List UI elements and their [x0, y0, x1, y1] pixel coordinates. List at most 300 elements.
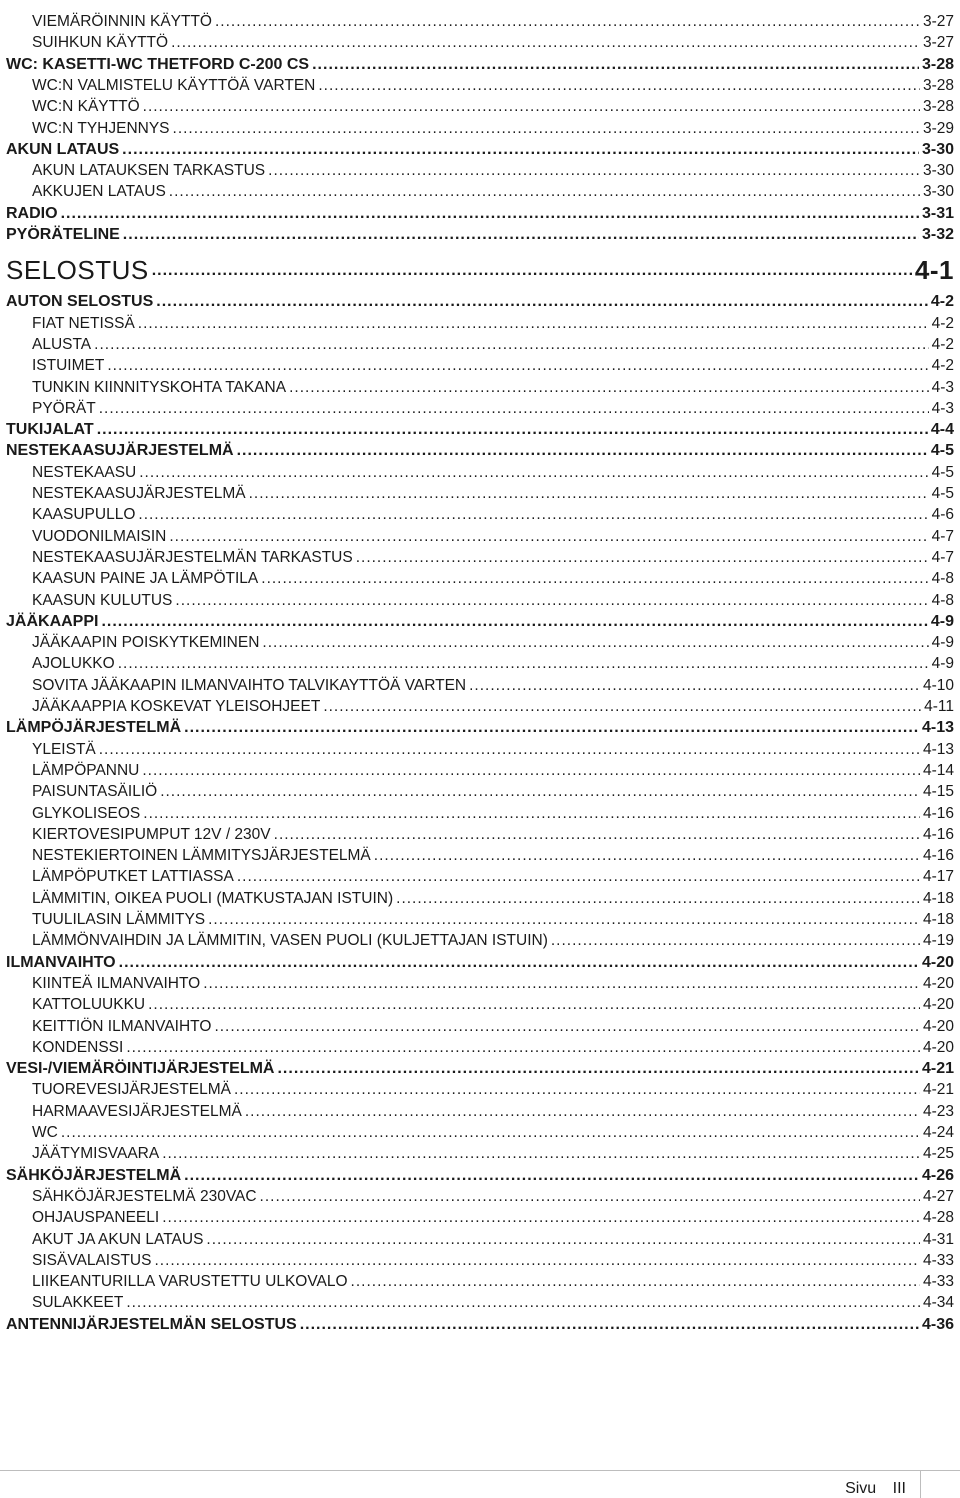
toc-entry-label: LÄMMITIN, OIKEA PUOLI (MATKUSTAJAN ISTUIN)	[32, 889, 394, 907]
toc-entry[interactable]	[32, 652, 954, 673]
dot-leader	[237, 442, 928, 460]
toc-row	[0, 503, 960, 524]
toc-entry-label: SÄHKÖJÄRJESTELMÄ 230VAC	[32, 1187, 257, 1205]
toc-entry-page: 4-11	[924, 698, 954, 715]
toc-entry[interactable]	[32, 503, 954, 524]
toc-row	[0, 53, 960, 74]
toc-entry-label: YLEISTÄ	[32, 740, 96, 758]
toc-entry-label: RADIO	[6, 204, 58, 222]
toc-entry-label: KEITTIÖN ILMANVAIHTO	[32, 1017, 212, 1035]
footer-label: Sivu	[845, 1480, 877, 1497]
dot-leader	[169, 528, 928, 546]
toc-row	[0, 397, 960, 418]
toc-entry-page: 4-33	[922, 1273, 954, 1291]
toc-entry[interactable]	[32, 1142, 954, 1163]
toc-entry-page: 4-9	[931, 655, 954, 673]
toc-entry[interactable]	[32, 1036, 954, 1057]
toc-entry-page: 4-13	[922, 740, 954, 758]
dot-leader	[94, 336, 928, 354]
dot-leader	[206, 1231, 920, 1249]
toc-entry[interactable]	[32, 887, 954, 908]
toc-row	[0, 418, 960, 439]
toc-entry-label: JÄÄKAAPPI	[6, 612, 99, 630]
dot-leader	[208, 911, 920, 929]
toc-entry-label: AKKUJEN LATAUS	[32, 183, 166, 201]
toc-entry-page: 4-19	[922, 932, 954, 950]
toc-entry[interactable]	[32, 180, 954, 201]
toc-entry[interactable]	[32, 1100, 954, 1121]
toc-entry-label: PYÖRÄTELINE	[6, 226, 120, 243]
toc-entry-label: ALUSTA	[32, 335, 92, 353]
toc-entry[interactable]	[32, 376, 954, 397]
toc-entry-page: 3-30	[922, 183, 954, 201]
dot-leader	[396, 890, 920, 908]
toc-entry[interactable]	[32, 802, 954, 823]
toc-entry-page: 4-21	[921, 1060, 954, 1078]
toc-entry-page: 4-2	[930, 293, 954, 311]
dot-leader	[300, 1316, 919, 1334]
dot-leader	[215, 13, 920, 31]
toc-entry[interactable]	[32, 589, 954, 610]
toc-entry-label: AUTON SELOSTUS	[6, 293, 154, 311]
toc-entry-label: WC:N TYHJENNYS	[32, 119, 170, 137]
toc-row	[0, 461, 960, 482]
toc-entry-label: HARMAAVESIJÄRJESTELMÄ	[32, 1102, 242, 1120]
toc-entry-page: 4-26	[921, 1166, 954, 1184]
toc-entry-page: 4-20	[922, 1038, 954, 1056]
toc-entry[interactable]	[6, 610, 954, 631]
toc-entry-label: VIEMÄRÖINNIN KÄYTTÖ	[32, 13, 212, 30]
toc-entry-label: JÄÄTYMISVAARA	[32, 1145, 160, 1163]
toc-entry-label: TUULILASIN LÄMMITYS	[32, 911, 206, 928]
toc-entry[interactable]	[32, 780, 954, 801]
toc-entry[interactable]	[32, 865, 954, 886]
toc-row	[0, 254, 960, 286]
toc-row	[0, 482, 960, 503]
dot-leader	[143, 805, 920, 823]
toc-entry-label: LÄMPÖPANNU	[32, 761, 140, 779]
toc-entry-page: 4-25	[922, 1145, 954, 1163]
toc-row	[0, 1100, 960, 1121]
toc-entry-page: 4-2	[931, 335, 954, 353]
dot-leader	[356, 549, 929, 567]
dot-leader	[119, 954, 919, 972]
toc-row	[0, 929, 960, 950]
toc-entry-page: 4-34	[922, 1294, 954, 1312]
footer-page-number: III	[892, 1480, 906, 1497]
toc-entry-page: 3-28	[921, 55, 954, 73]
toc-entry[interactable]	[6, 716, 954, 737]
dot-leader	[289, 379, 929, 397]
dot-leader	[184, 719, 919, 737]
toc-row	[0, 610, 960, 631]
toc-entry-label: WC: KASETTI-WC THETFORD C-200 CS	[6, 55, 310, 73]
toc-row	[0, 844, 960, 865]
toc-entry-page: 4-20	[922, 1017, 954, 1035]
toc-entry-page: 4-21	[922, 1081, 954, 1099]
dot-leader	[101, 613, 927, 631]
toc-row	[0, 1185, 960, 1206]
toc-entry[interactable]	[32, 1078, 954, 1099]
toc-entry-page: 4-33	[922, 1251, 954, 1269]
toc-row	[0, 1078, 960, 1099]
toc-row	[0, 674, 960, 695]
dot-leader	[139, 464, 928, 482]
toc-entry[interactable]	[6, 138, 954, 159]
toc-entry-page: 4-2	[931, 357, 954, 375]
toc-entry[interactable]	[32, 117, 954, 138]
toc-entry-page: 4-6	[931, 506, 954, 524]
toc-entry[interactable]	[32, 1228, 954, 1249]
toc-entry[interactable]	[32, 738, 954, 759]
toc-entry-page: 4-36	[921, 1315, 954, 1333]
toc-entry[interactable]	[32, 333, 954, 354]
toc-entry[interactable]	[32, 1249, 954, 1270]
toc-row	[0, 716, 960, 737]
dot-leader	[118, 655, 929, 673]
toc-entry-page: 4-17	[922, 868, 954, 886]
toc-entry[interactable]	[32, 1121, 954, 1142]
toc-row	[0, 1036, 960, 1057]
toc-entry-label: SULAKKEET	[32, 1294, 124, 1312]
toc-row	[0, 138, 960, 159]
toc-entry[interactable]	[6, 223, 954, 244]
toc-entry-label: ANTENNIJÄRJESTELMÄN SELOSTUS	[6, 1315, 297, 1333]
toc-row	[0, 567, 960, 588]
toc-entry-label: KATTOLUUKKU	[32, 996, 146, 1014]
toc-entry-label: WC:N KÄYTTÖ	[32, 98, 140, 116]
toc-entry-label: PYÖRÄT	[32, 399, 96, 417]
toc-row	[0, 865, 960, 886]
toc-entry[interactable]	[32, 1206, 954, 1227]
toc-entry-label: LIIKEANTURILLA VARUSTETTU ULKOVALO	[32, 1273, 348, 1291]
toc-entry-label: VUODONILMAISIN	[32, 527, 167, 545]
toc-entry[interactable]	[32, 1291, 954, 1312]
toc-row	[0, 439, 960, 460]
toc-entry-page: 4-5	[931, 463, 954, 481]
toc-entry[interactable]	[32, 993, 954, 1014]
toc-entry[interactable]	[32, 525, 954, 546]
toc-entry-label: SELOSTUS	[6, 255, 149, 286]
toc-entry[interactable]	[6, 439, 954, 460]
toc-entry[interactable]	[32, 461, 954, 482]
dot-leader	[61, 205, 919, 223]
dot-leader	[249, 485, 929, 503]
toc-entry-label: FIAT NETISSÄ	[32, 314, 135, 332]
toc-entry-page: 3-27	[922, 34, 954, 52]
toc-entry-label: AKUN LATAUS	[6, 140, 120, 158]
toc-entry-page: 4-9	[931, 634, 954, 652]
toc-entry-label: TUOREVESIJÄRJESTELMÄ	[32, 1081, 231, 1099]
toc-row	[0, 1015, 960, 1036]
toc-entry-page: 3-30	[921, 140, 954, 158]
toc-entry-label: KAASUN PAINE JA LÄMPÖTILA	[32, 570, 259, 588]
toc-entry[interactable]	[32, 1270, 954, 1291]
toc-row	[0, 354, 960, 375]
dot-leader	[374, 847, 920, 865]
toc-entry-label: NESTEKIERTOINEN LÄMMITYSJÄRJESTELMÄ	[32, 847, 371, 865]
toc-entry[interactable]	[32, 397, 954, 418]
toc-entry-label: JÄÄKAAPIN POISKYTKEMINEN	[32, 634, 260, 652]
toc-row	[0, 802, 960, 823]
dot-leader	[143, 98, 920, 116]
toc-entry-label: NESTEKAASU	[32, 463, 137, 481]
toc-entry-page: 4-15	[922, 783, 954, 801]
toc-entry-label: TUKIJALAT	[6, 421, 94, 439]
toc-row	[0, 972, 960, 993]
toc-row	[0, 1228, 960, 1249]
toc-entry-page: 3-32	[921, 226, 954, 243]
dot-leader	[234, 1081, 920, 1099]
toc-row	[0, 823, 960, 844]
toc-entry-label: KAASUPULLO	[32, 506, 136, 524]
toc-entry[interactable]	[32, 823, 954, 844]
toc-entry[interactable]	[32, 546, 954, 567]
page-footer	[845, 1480, 906, 1498]
toc-entry[interactable]	[6, 951, 954, 972]
toc-entry-label: SOVITA JÄÄKAAPIN ILMANVAIHTO TALVIKAYTTÖÄ VARTEN	[32, 676, 467, 694]
dot-leader	[169, 183, 920, 201]
toc-entry[interactable]	[32, 674, 954, 695]
toc-row	[0, 376, 960, 397]
toc-entry-label: SISÄVALAISTUS	[32, 1251, 152, 1269]
toc-entry-page: 3-31	[921, 204, 954, 222]
dot-leader	[277, 1060, 918, 1078]
toc-row	[0, 1121, 960, 1142]
toc-entry-page: 4-1	[914, 255, 954, 286]
toc-row	[0, 951, 960, 972]
dot-leader	[214, 1018, 920, 1036]
toc-row	[0, 202, 960, 223]
dot-leader	[262, 634, 928, 652]
dot-leader	[142, 762, 920, 780]
toc-entry[interactable]	[6, 254, 954, 286]
toc-entry[interactable]	[6, 1057, 954, 1078]
footer-vertical-rule	[920, 1470, 921, 1498]
toc-entry-label: SUIHKUN KÄYTTÖ	[32, 34, 169, 52]
toc-entry[interactable]	[6, 202, 954, 223]
toc-entry-page: 4-24	[922, 1124, 954, 1141]
toc-entry-label: ILMANVAIHTO	[6, 953, 116, 971]
toc-entry-label: OHJAUSPANEELI	[32, 1209, 160, 1227]
toc-row	[0, 1291, 960, 1312]
toc-entry[interactable]	[32, 10, 954, 31]
toc-entry-label: NESTEKAASUJÄRJESTELMÄ	[32, 485, 246, 502]
toc-entry-label: GLYKOLISEOS	[32, 804, 141, 822]
toc-row	[0, 74, 960, 95]
dot-leader	[126, 1039, 920, 1057]
toc-entry-label: KAASUN KULUTUS	[32, 591, 173, 609]
toc-entry-page: 4-28	[922, 1209, 954, 1227]
toc-row	[0, 1142, 960, 1163]
toc-entry-label: PAISUNTASÄILIÖ	[32, 783, 158, 801]
toc-row	[0, 95, 960, 116]
dot-leader	[184, 1167, 919, 1185]
toc-row	[0, 887, 960, 908]
toc-entry[interactable]	[32, 929, 954, 950]
toc-entry-label: SÄHKÖJÄRJESTELMÄ	[6, 1166, 182, 1184]
toc-row	[0, 333, 960, 354]
toc-entry[interactable]	[32, 1015, 954, 1036]
toc-entry[interactable]	[6, 53, 954, 74]
dot-leader	[551, 932, 920, 950]
dot-leader	[152, 262, 912, 286]
toc-entry[interactable]	[32, 95, 954, 116]
toc-entry[interactable]	[32, 567, 954, 588]
toc-entry-label: VESI-/VIEMÄRÖINTIJÄRJESTELMÄ	[6, 1060, 275, 1078]
toc-row	[0, 546, 960, 567]
dot-leader	[156, 293, 928, 311]
toc-entry-page: 4-8	[931, 591, 954, 609]
toc-entry-label: NESTEKAASUJÄRJESTELMÄN TARKASTUS	[32, 548, 353, 566]
dot-leader	[268, 162, 920, 180]
toc-entry[interactable]	[32, 908, 954, 929]
dot-leader	[138, 506, 928, 524]
toc-entry-page: 4-16	[922, 847, 954, 865]
toc-row	[0, 695, 960, 716]
toc-row	[0, 1164, 960, 1185]
dot-leader	[138, 315, 929, 333]
dot-leader	[203, 975, 920, 993]
toc-entry-page: 4-16	[922, 825, 954, 843]
toc-entry-label: WC	[32, 1124, 58, 1141]
toc-entry[interactable]	[6, 1164, 954, 1185]
toc-entry-label: TUNKIN KIINNITYSKOHTA TAKANA	[32, 378, 287, 396]
toc-entry-page: 4-3	[931, 378, 954, 396]
toc-entry-label: JÄÄKAAPPIA KOSKEVAT YLEISOHJEET	[32, 698, 321, 715]
toc-entry[interactable]	[32, 759, 954, 780]
dot-leader	[162, 1209, 920, 1227]
toc-entry-page: 3-27	[922, 13, 954, 30]
toc-entry[interactable]	[32, 312, 954, 333]
toc-entry[interactable]	[32, 972, 954, 993]
toc-entry-page: 4-18	[922, 911, 954, 928]
toc-entry[interactable]	[32, 31, 954, 52]
toc-entry-label: KIINTEÄ ILMANVAIHTO	[32, 974, 201, 992]
toc-entry-label: AKUN LATAUKSEN TARKASTUS	[32, 162, 266, 180]
dot-leader	[260, 1188, 920, 1206]
toc-entry-label: LÄMPÖJÄRJESTELMÄ	[6, 719, 182, 737]
dot-leader	[312, 56, 919, 74]
toc-entry[interactable]	[6, 1313, 954, 1334]
dot-leader	[318, 77, 920, 95]
dot-leader	[469, 677, 920, 695]
toc-row	[0, 589, 960, 610]
toc-entry-page: 4-18	[922, 889, 954, 907]
toc-entry-label: WC:N VALMISTELU KÄYTTÖÄ VARTEN	[32, 76, 316, 94]
toc-entry-page: 3-28	[922, 76, 954, 94]
dot-leader	[175, 592, 928, 610]
dot-leader	[148, 996, 920, 1014]
toc-row	[0, 525, 960, 546]
toc-entry[interactable]	[32, 844, 954, 865]
dot-leader	[245, 1103, 920, 1121]
toc-entry-page: 4-7	[931, 527, 954, 545]
dot-leader	[261, 570, 928, 588]
toc-row	[0, 1206, 960, 1227]
dot-leader	[99, 400, 929, 418]
toc-row	[0, 223, 960, 244]
toc-row	[0, 10, 960, 31]
toc-entry-page: 4-20	[922, 974, 954, 992]
toc-entry-page: 4-10	[922, 676, 954, 694]
toc-row	[0, 759, 960, 780]
toc-entry-page: 4-20	[921, 953, 954, 971]
footer-divider	[0, 1470, 960, 1471]
toc-entry[interactable]	[32, 354, 954, 375]
toc-entry-page: 3-30	[922, 162, 954, 180]
toc-entry-page: 4-5	[931, 485, 954, 502]
toc-entry-page: 4-3	[931, 399, 954, 417]
toc-row	[0, 780, 960, 801]
toc-row	[0, 117, 960, 138]
toc-entry-page: 4-4	[930, 421, 954, 439]
dot-leader	[323, 698, 921, 716]
dot-leader	[61, 1124, 920, 1142]
toc-entry[interactable]	[32, 1185, 954, 1206]
dot-leader	[237, 868, 920, 886]
toc-entry-page: 4-7	[931, 548, 954, 566]
toc-row	[0, 652, 960, 673]
toc-entry-page: 4-20	[922, 996, 954, 1014]
toc-row	[0, 180, 960, 201]
dot-leader	[97, 421, 928, 439]
dot-leader	[171, 34, 920, 52]
dot-leader	[154, 1252, 920, 1270]
toc-row	[0, 159, 960, 180]
toc-entry[interactable]	[32, 695, 954, 716]
toc-entry[interactable]	[6, 290, 954, 311]
toc-entry-label: KIERTOVESIPUMPUT 12V / 230V	[32, 825, 271, 843]
toc-row	[0, 290, 960, 311]
dot-leader	[160, 783, 920, 801]
toc-entry-label: AKUT JA AKUN LATAUS	[32, 1230, 204, 1248]
toc-entry-label: NESTEKAASUJÄRJESTELMÄ	[6, 442, 234, 460]
toc-row	[0, 1270, 960, 1291]
dot-leader	[162, 1145, 920, 1163]
toc-entry-page: 4-23	[922, 1102, 954, 1120]
toc-entry-label: AJOLUKKO	[32, 655, 115, 673]
toc-row	[0, 31, 960, 52]
toc-row	[0, 993, 960, 1014]
toc-entry[interactable]	[32, 631, 954, 652]
dot-leader	[126, 1294, 920, 1312]
dot-leader	[99, 741, 920, 759]
toc-entry-page: 4-13	[921, 719, 954, 737]
toc-entry[interactable]	[6, 418, 954, 439]
dot-leader	[274, 826, 920, 844]
toc-entry[interactable]	[32, 74, 954, 95]
toc-entry[interactable]	[32, 159, 954, 180]
dot-leader	[351, 1273, 920, 1291]
dot-leader	[107, 357, 928, 375]
toc-entry-page: 4-5	[930, 442, 954, 460]
toc-entry-page: 4-27	[922, 1187, 954, 1205]
toc-row	[0, 1313, 960, 1334]
toc-entry-label: LÄMPÖPUTKET LATTIASSA	[32, 868, 234, 886]
toc-row	[0, 1057, 960, 1078]
toc-entry-page: 3-29	[922, 119, 954, 137]
toc-entry-page: 3-28	[922, 98, 954, 116]
toc-entry-label: ISTUIMET	[32, 357, 105, 375]
toc-entry-page: 4-9	[930, 612, 954, 630]
toc-row	[0, 312, 960, 333]
toc-entry-page: 4-2	[931, 314, 954, 332]
toc-entry-page: 4-16	[922, 804, 954, 822]
toc-entry[interactable]	[32, 482, 954, 503]
toc-row	[0, 908, 960, 929]
dot-leader	[173, 120, 920, 138]
